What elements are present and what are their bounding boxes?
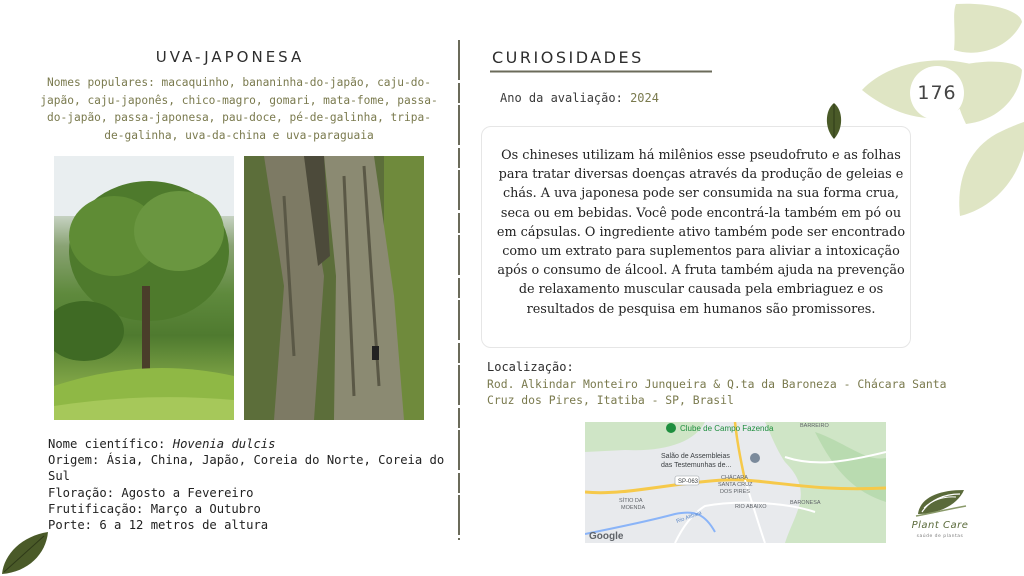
title-underline [490,70,712,73]
scientific-label: Nome científico: [48,437,166,451]
page-number-badge: 176 [910,66,964,120]
location-address: Rod. Alkindar Monteiro Junqueira & Q.ta da Baroneza - Chácara Santa Cruz dos Pires, Itatiba - SP, Brasil [487,377,947,407]
map-label-road: SP-063 [678,479,699,485]
size-line: Porte: 6 a 12 metros de altura [48,518,269,533]
leaf-icon [0,530,50,576]
map-pin-icon [750,453,760,463]
plant-title: UVA-JAPONESA [155,48,305,66]
map-pin-icon [666,423,676,433]
map-label-salao-1: Salão de Assembleias [661,453,730,460]
map-label-sitio-2: MOENDA [621,505,646,511]
curiosities-text: Os chineses utilizam há milênios esse pseudofruto e as folhas para tratar diversas doenças através da produção de geleias e chás. A uva japonesa pode ser consumida na sua forma crua, seca ou em bebidas. Você pode encontrá-la também em pó ou em cápsulas. O ingrediente ativo também pode ser encontrado como um extrato para suplementos para aliviar a intoxicação após o consumo de álcool. A fruta também ajuda na prevenção de relaxamento muscular causada pela embriaguez e os resultados de pesquisa em humanos são promissores. [496,148,906,317]
scientific-name: Hovenia dulcis [172,437,276,451]
map-label-club: Clube de Campo Fazenda [680,424,774,433]
popular-names: Nomes populares: macaquinho, bananinha-do-japão, caju-do-japão, caju-japonês, chico-magro, gomari, mata-fome, passa-do-japão, passa-japonesa, pau-doce, pé-de-galinha, tripa-de-galinha, uva-da-china e uva-paraguaia [40,76,438,142]
leaf-icon [823,102,845,140]
leaf-shape [955,62,1022,124]
evaluation-year [500,91,659,105]
logo-tagline: saúde de plantas [916,534,964,539]
location-label: Localização: [487,360,574,374]
leaf-shape [959,122,1024,216]
map-label-chacara-1: CHÁCARA [721,475,748,481]
origin-line: Origem: Ásia, China, Japão, Coreia do Norte, Coreia do Sul [48,453,445,484]
map-label-chacara-2: SANTA CRUZ [718,482,753,488]
year-value: 2024 [630,91,659,105]
map-label-chacara-3: DOS PIRES [720,489,750,495]
plant-care-logo-icon [914,488,968,518]
scientific-name-line [48,436,448,452]
map-label-salao-2: das Testemunhas de... [661,462,732,469]
map-label-barreiro: BARREIRO [800,423,829,429]
google-logo: Google [589,531,624,542]
map-label-rio: Rio Atibaia [675,510,703,525]
map-label-sitio-1: SÍTIO DA [619,498,643,504]
year-label: Ano da avaliação: [500,91,623,105]
section-title: CURIOSIDADES [492,48,644,67]
tree-photo [54,156,234,420]
map-label-rio-abaixo: RIO ABAIXO [735,504,767,510]
leaf-shape [954,4,1022,53]
fruiting-line: Frutificação: Março a Outubro [48,501,261,516]
map-label-baronesa: BARONESA [790,500,821,506]
trunk-photo [244,156,424,420]
vertical-divider [457,40,461,540]
location-map[interactable] [585,422,886,543]
plant-facts [48,436,448,533]
logo-name: Plant Care [911,520,969,531]
flowering-line: Floração: Agosto a Fevereiro [48,485,254,500]
